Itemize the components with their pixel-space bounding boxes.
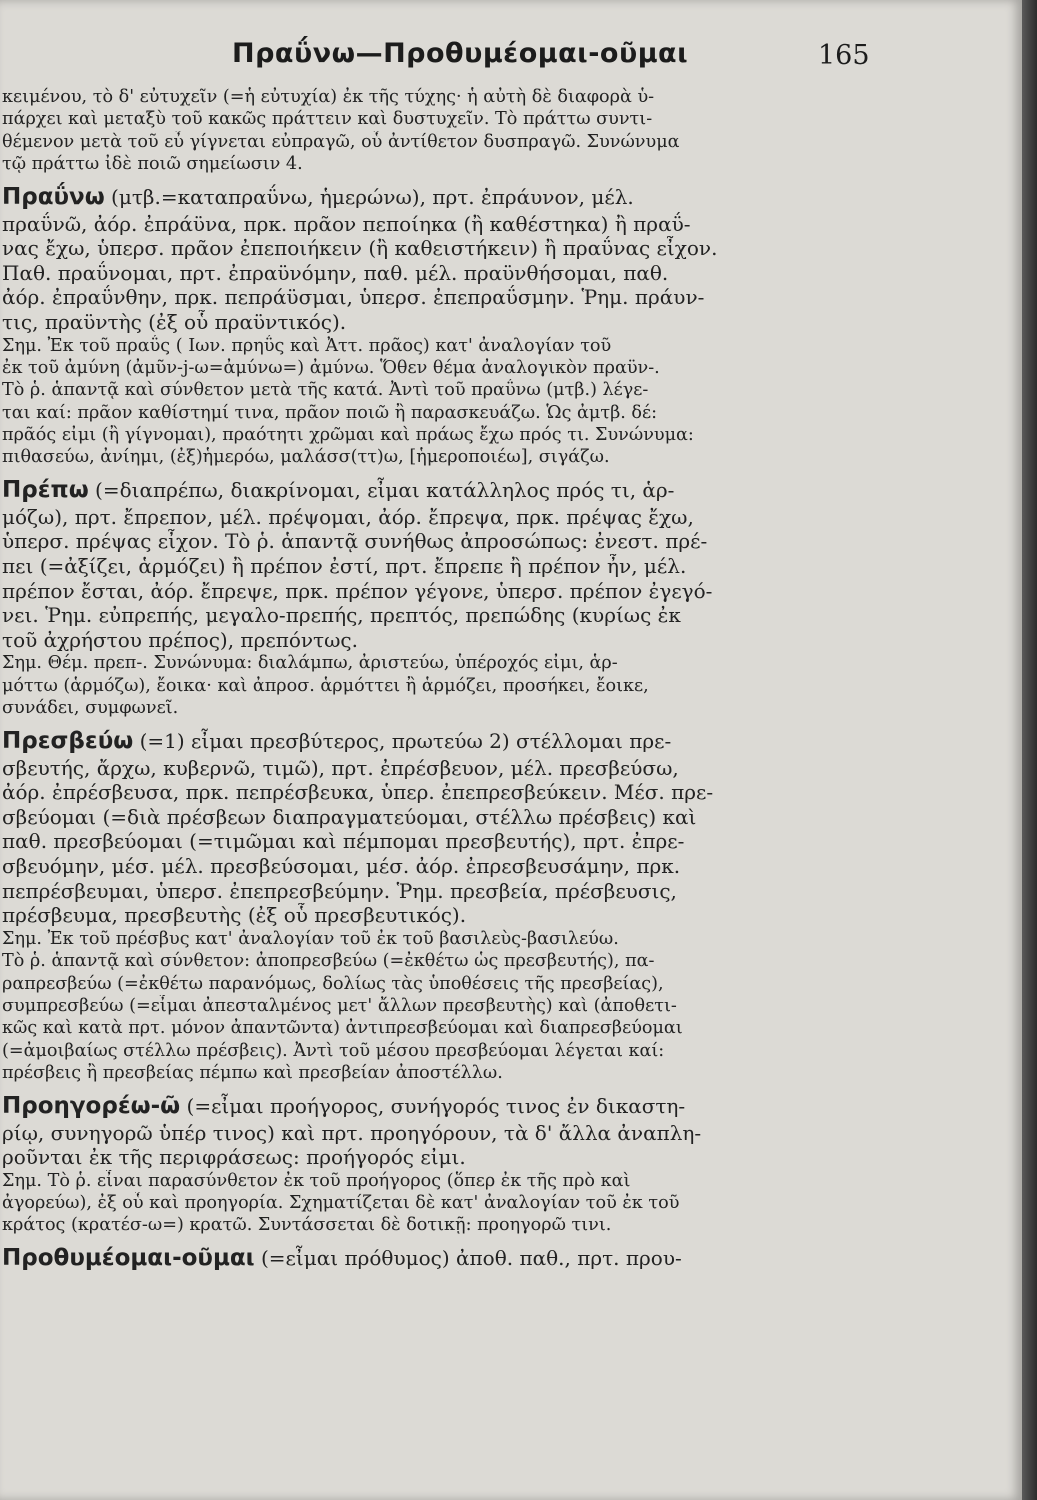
note-line [0,86,1010,108]
line-text: τῷ πράττω ἰδὲ ποιῶ σημείωσιν 4. [2,154,303,175]
note-line [0,697,1010,719]
line-text: πρέσβευμα, πρεσβευτὴς (ἐξ οὗ πρεσβευτικός). [2,903,467,928]
line-text: (=εἶμαι πρόθυμος) ἀποθ. παθ., πρτ. πρου- [254,1245,682,1270]
text-line [0,505,1010,530]
note-line [0,446,1010,468]
text-line [0,628,1010,653]
entry-line [0,726,1010,756]
text-line [0,261,1010,286]
note-line [0,1017,1010,1039]
page-body [0,86,1010,1273]
line-text: σβευτής, ἄρχω, κυβερνῶ, τιμῶ), πρτ. ἐπρέσβευον, μέλ. πρεσβεύσω, [2,755,679,780]
line-text: ἀγορεύω), ἐξ οὗ καὶ προηγορία. Σχηματίζεται δὲ κατ' ἀναλογίαν τοῦ ἐκ τοῦ [2,1193,680,1214]
line-text: Σημ. Θέμ. πρεπ-. Συνώνυμα: διαλάμπω, ἀριστεύω, ὑπέροχός εἰμι, ἁρ- [2,653,618,674]
note-line [0,1214,1010,1236]
text-line [0,212,1010,237]
line-text: πραΰνῶ, ἀόρ. ἐπράϋνα, πρκ. πρᾶον πεποίηκα (ἢ καθέστηκα) ἢ πραΰ- [2,211,691,236]
line-text: τις, πραϋντὴς (ἐξ οὗ πραϋντικός). [2,309,347,334]
line-text: μόττω (ἁρμόζω), ἔοικα· καὶ ἀπροσ. ἁρμόττει ἢ ἁρμόζει, προσήκει, ἔοικε, [2,675,649,696]
entry-line [0,475,1010,505]
line-text: συνάδει, συμφωνεῖ. [2,698,179,719]
text-line [0,756,1010,781]
line-text: Σημ. Ἐκ τοῦ πραΰς ( Ιων. πρηΰς καὶ Ἀττ. πρᾶος) κατ' ἀναλογίαν τοῦ [2,335,612,356]
note-line [0,973,1010,995]
text-line [0,285,1010,310]
note-line [0,652,1010,674]
note-line [0,928,1010,950]
headword: Πραΰνω [2,183,105,210]
text-line [0,236,1010,261]
line-text: (μτβ.=καταπραΰνω, ἡμερώνω), πρτ. ἐπράυνον, μέλ. [104,184,634,209]
line-text: τοῦ ἀχρήστου πρέπος), πρεπόντως. [2,627,358,652]
headword: Προηγορέω-ῶ [2,1092,181,1119]
line-text: ἀόρ. ἐπραΰνθην, πρκ. πεπράϋσμαι, ὑπερσ. ἐπεπραΰσμην. Ῥημ. πράυν- [2,285,705,310]
note-line [0,675,1010,697]
line-text: πρᾶός εἰμι (ἢ γίγνομαι), πραότητι χρῶμαι καὶ πράως ἔχω πρός τι. Συνώνυμα: [2,425,694,446]
line-text: θέμενον μετὰ τοῦ εὖ γίγνεται εὐπραγῶ, οὗ ἀντίθετον δυσπραγῶ. Συνώνυμα [2,131,680,152]
text-line [0,879,1010,904]
text-line [0,1145,1010,1170]
line-text: Τὸ ῥ. ἁπαντᾷ καὶ σύνθετον μετὰ τῆς κατά. Ἀντὶ τοῦ πραΰνω (μτβ.) λέγε- [2,380,649,401]
line-text: κράτος (κρατέσ-ω=) κρατῶ. Συντάσσεται δὲ δοτικῇ: προηγορῶ τινι. [2,1215,612,1236]
running-title: Πραΰνω—Προθυμέομαι-οῦμαι [232,38,689,69]
line-text: νας ἔχω, ὑπερσ. πρᾶον ἐπεποιήκειν (ἢ καθειστήκειν) ἢ πραΰνας εἶχον. [2,236,718,261]
line-text: νει. Ῥημ. εὐπρεπής, μεγαλο-πρεπής, πρεπτός, πρεπώδης (κυρίως ἐκ [2,603,681,628]
line-text: πάρχει καὶ μεταξὺ τοῦ κακῶς πράττειν καὶ δυστυχεῖν. Τὸ πράττω συντι- [2,109,653,130]
note-line [0,424,1010,446]
text-line [0,579,1010,604]
page-header [0,38,1022,78]
text-line [0,554,1010,579]
line-text: ροῦνται ἐκ τῆς περιφράσεως: προήγορός εἰμι. [2,1145,466,1170]
line-text: Σημ. Ἐκ τοῦ πρέσβυς κατ' ἀναλογίαν τοῦ ἐκ τοῦ βασιλεὺς-βασιλεύω. [2,928,619,949]
note-line [0,402,1010,424]
text-line [0,903,1010,928]
line-text: πει (=ἀξίζει, ἁρμόζει) ἢ πρέπον ἐστί, πρτ. ἔπρεπε ἢ πρέπον ἦν, μέλ. [2,554,687,579]
text-line [0,854,1010,879]
entry-line [0,1091,1010,1121]
line-text: πεπρέσβευμαι, ὑπερσ. ἐπεπρεσβεύμην. Ῥημ. πρεσβεία, πρέσβευσις, [2,878,677,903]
note-line [0,153,1010,175]
text-line [0,805,1010,830]
note-line [0,1170,1010,1192]
headword: Πρεσβεύω [2,727,134,754]
line-text: κειμένου, τὸ δ' εὐτυχεῖν (=ἡ εὐτυχία) ἐκ τῆς τύχης· ἡ αὐτὴ δὲ διαφορὰ ὑ- [2,87,655,107]
line-text: ὑπερσ. πρέψας εἶχον. Τὸ ῥ. ἁπαντᾷ συνήθως ἀπροσώπως: ἐνεστ. πρέ- [2,529,708,554]
note-line [0,108,1010,130]
headword: Προθυμέομαι-οῦμαι [2,1244,255,1271]
line-text: παθ. πρεσβεύομαι (=τιμῶμαι καὶ πέμπομαι πρεσβευτής), πρτ. ἐπρε- [2,829,685,854]
line-text: (=1) εἶμαι πρεσβύτερος, πρωτεύω 2) στέλλομαι πρε- [133,728,672,753]
entry-line [0,182,1010,212]
note-line [0,950,1010,972]
line-text: Σημ. Τὸ ῥ. εἶναι παρασύνθετον ἐκ τοῦ προήγορος (ὅπερ ἐκ τῆς πρὸ καὶ [2,1170,631,1191]
text-line [0,529,1010,554]
line-text: (=ἀμοιβαίως στέλλω πρέσβεις). Ἀντὶ τοῦ μέσου πρεσβεύομαι λέγεται καί: [2,1040,665,1061]
note-line [0,995,1010,1017]
line-text: κῶς καὶ κατὰ πρτ. μόνον ἀπαντῶντα) ἀντιπρεσβεύομαι καὶ διαπρεσβεύομαι [2,1018,683,1039]
headword: Πρέπω [2,476,89,503]
note-line [0,379,1010,401]
text-line [0,829,1010,854]
line-text: σβεύομαι (=διὰ πρέσβεων διαπραγματεύομαι, στέλλω πρέσβεις) καὶ [2,804,697,829]
text-line [0,1121,1010,1146]
line-text: ται καί: πρᾶον καθίστημί τινα, πρᾶον ποιῶ ἢ παρασκευάζω. Ὡς ἀμτβ. δέ: [2,402,658,423]
note-line [0,1062,1010,1084]
line-text: Τὸ ῥ. ἁπαντᾷ καὶ σύνθετον: ἀποπρεσβεύω (=ἐκθέτω ὡς πρεσβευτής), πα- [2,951,655,972]
line-text: σβευόμην, μέσ. μέλ. πρεσβεύσομαι, μέσ. ἀόρ. ἐπρεσβευσάμην, πρκ. [2,853,681,878]
line-text: ἐκ τοῦ ἀμύνη (ἀμῦν-j-ω=ἀμύνω=) ἀμύνω. Ὅθεν θέμα ἀναλογικὸν πραϋν-. [2,357,660,378]
page-number: 165 [818,40,870,71]
note-line [0,335,1010,357]
line-text: πρέπον ἔσται, ἀόρ. ἔπρεψε, πρκ. πρέπον γέγονε, ὑπερσ. πρέπον ἐγεγό- [2,578,713,603]
text-line [0,780,1010,805]
line-text: (=εἶμαι προήγορος, συνήγορός τινος ἐν δικαστη- [180,1093,686,1118]
line-text: μόζω), πρτ. ἔπρεπον, μέλ. πρέψομαι, ἀόρ. ἔπρεψα, πρκ. πρέψας ἔχω, [2,504,694,529]
note-line [0,1040,1010,1062]
line-text: Παθ. πραΰνομαι, πρτ. ἐπραϋνόμην, παθ. μέλ. πραϋνθήσομαι, παθ. [2,260,669,285]
note-line [0,131,1010,153]
line-text: ραπρεσβεύω (=ἐκθέτω παρανόμως, δολίως τὰς ὑποθέσεις τῆς πρεσβείας), [2,973,664,994]
line-text: πιθασεύω, ἀνίημι, (ἐξ)ἡμερόω, μαλάσσ(ττ)ω, [ἡμεροποιέω], σιγάζω. [2,447,610,468]
text-line [0,310,1010,335]
entry-line [0,1243,1010,1273]
line-text: ἀόρ. ἐπρέσβευσα, πρκ. πεπρέσβευκα, ὑπερ. ἐπεπρεσβεύκειν. Μέσ. πρε- [2,780,714,805]
line-text: πρέσβεις ἢ πρεσβείας πέμπω καὶ πρεσβείαν ἀποστέλλω. [2,1063,503,1084]
line-text: (=διαπρέπω, διακρίνομαι, εἶμαι κατάλληλος πρός τι, ἁρ- [88,477,675,502]
text-line [0,603,1010,628]
note-line [0,1192,1010,1214]
book-edge [1022,0,1037,1500]
line-text: ρίῳ, συνηγορῶ ὑπέρ τινος) καὶ πρτ. προηγόρουν, τὰ δ' ἄλλα ἀναπλη- [2,1120,702,1145]
line-text: συμπρεσβεύω (=εἶμαι ἀπεσταλμένος μετ' ἄλλων πρεσβευτὴς) καὶ (ἀποθετι- [2,995,677,1016]
note-line [0,357,1010,379]
